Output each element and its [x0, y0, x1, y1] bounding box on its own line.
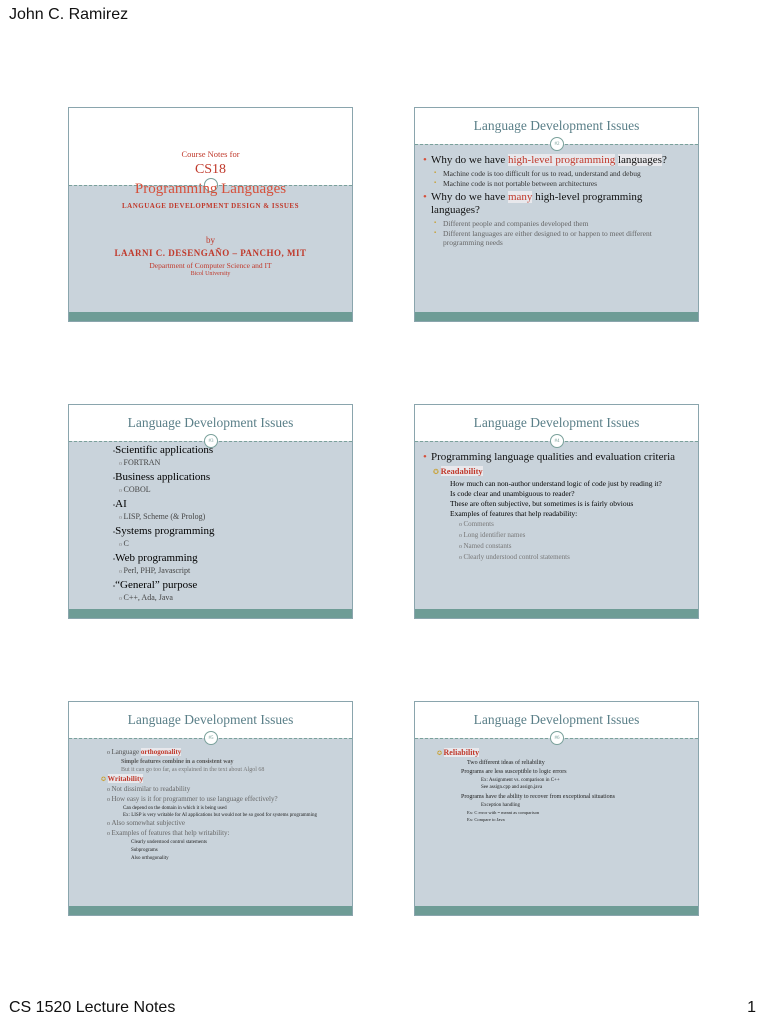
- readability-example: o Named constants: [459, 542, 512, 550]
- app-domain: ▫Business applications: [113, 471, 211, 483]
- readability-item: These are often subjective, but sometimes is is fairly obvious: [450, 499, 634, 508]
- writability-example: Clearly understood control statements: [131, 840, 207, 845]
- q1-item: ▪ Machine code is too difficult for us to read, understand and debug: [423, 169, 690, 178]
- slide-title: Language Development Issues: [127, 415, 294, 430]
- app-language: o COBOL: [119, 485, 151, 494]
- app-language: o C: [119, 539, 129, 548]
- readability-item: Is code clear and unambiguous to reader?: [450, 489, 575, 498]
- writability-item: o Not dissimilar to readability: [107, 785, 191, 793]
- slide-5: [68, 701, 353, 916]
- reliability-item: Programs are less susceptible to logic errors: [461, 769, 567, 775]
- app-domain: ▫Scientific applications: [113, 444, 214, 456]
- question-2: • Why do we have many high-level programming languages?: [423, 191, 690, 217]
- course-title: Programming Languages: [134, 181, 287, 197]
- app-domain: ▫Systems programming: [113, 525, 215, 537]
- slide-number: #2: [550, 137, 564, 151]
- slide-6: [414, 701, 699, 916]
- slide-3: [68, 404, 353, 619]
- reliability-sub: Ex: C error with = meant as comparison: [467, 810, 540, 815]
- app-language: o C++, Ada, Java: [119, 593, 173, 602]
- page-header-author: John C. Ramirez: [9, 6, 129, 23]
- app-language: o LISP, Scheme (& Prolog): [119, 512, 206, 521]
- question-1: • Why do we have high-level programming languages?: [423, 154, 690, 167]
- page-footer-course: CS 1520 Lecture Notes: [9, 999, 176, 1016]
- reliability-sub: Exception handling: [481, 803, 521, 808]
- orthogonality-item: Simple features combine in a consistent way: [121, 759, 234, 765]
- writability-heading: ✪ Writability: [101, 774, 144, 783]
- author-name: LAARNI C. DESENGAÑO – PANCHO, MIT: [114, 248, 307, 258]
- app-language: o FORTRAN: [119, 458, 161, 467]
- writability-sub: Ex: LISP is very writable for AI applications but would not be so good for systems programming: [123, 813, 317, 818]
- slide-number: #3: [204, 434, 218, 448]
- readability-item: Examples of features that help readability:: [450, 509, 578, 518]
- slide-bottom-bar: [415, 906, 698, 915]
- evaluation-criteria: • Programming language qualities and evaluation criteria: [423, 451, 690, 464]
- slide-title: Language Development Issues: [473, 415, 640, 430]
- slide-bottom-bar: [415, 312, 698, 321]
- slide-bottom-bar: [69, 906, 352, 915]
- reliability-sub: Ex: Compare to Java: [467, 817, 505, 822]
- writability-item: o How easy is it for programmer to use language effectively?: [107, 795, 278, 803]
- writability-example: Subprograms: [131, 848, 158, 853]
- slide-bottom-bar: [69, 609, 352, 618]
- page-number: 1: [747, 999, 756, 1016]
- reliability-sub: Ex: Assignment vs. comparison in C++: [481, 778, 560, 783]
- reliability-sub: See assign.cpp and assign.java: [481, 785, 543, 790]
- writability-example: Also orthogonality: [131, 856, 169, 861]
- slide-1: [68, 107, 353, 322]
- by-label: by: [206, 235, 215, 245]
- q2-item: ▪ Different people and companies developed them: [423, 219, 690, 228]
- course-notes-label: Course Notes for: [181, 149, 240, 159]
- writability-sub: Can depend on the domain in which it is being used: [123, 806, 227, 811]
- app-domain: ▫“General” purpose: [113, 579, 198, 591]
- slide-title: Language Development Issues: [473, 118, 640, 133]
- app-domain: ▫AI: [113, 498, 127, 510]
- writability-item: o Examples of features that help writability:: [107, 829, 230, 837]
- course-subtitle: LANGUAGE DEVELOPMENT DESIGN & ISSUES: [122, 202, 299, 210]
- slide-4: [414, 404, 699, 619]
- slide-bottom-bar: [415, 609, 698, 618]
- readability-example: o Comments: [459, 520, 494, 528]
- reliability-item: Programs have the ability to recover from exceptional situations: [461, 794, 615, 800]
- orthogonality-line: o Language orthogonality: [107, 748, 182, 756]
- course-code: CS18: [194, 162, 227, 177]
- slide-title: Language Development Issues: [473, 712, 640, 727]
- orthogonality-item: But it can go too far, as explained in the text about Algol 68: [121, 767, 265, 773]
- reliability-heading: ✪ Reliability: [437, 748, 480, 757]
- writability-item: o Also somewhat subjective: [107, 819, 185, 827]
- q2-item: ▪ Different languages are either designed to or happen to meet different programming needs: [423, 229, 690, 247]
- readability-example: o Long identifier names: [459, 531, 526, 539]
- app-language: o Perl, PHP, Javascript: [119, 566, 191, 575]
- university: Bicol University: [190, 271, 231, 277]
- slide-number: #4: [550, 434, 564, 448]
- readability-example: o Clearly understood control statements: [459, 553, 570, 561]
- readability-item: How much can non-author understand logic of code just by reading it?: [450, 479, 662, 488]
- slide-title: Language Development Issues: [127, 712, 294, 727]
- reliability-item: Two different ideas of reliability: [467, 760, 545, 766]
- slide-bottom-bar: [69, 312, 352, 321]
- app-domain: ▫Web programming: [113, 552, 198, 564]
- readability-heading: ✪ Readability: [433, 466, 483, 476]
- department: Department of Computer Science and IT: [149, 261, 272, 270]
- slide-2: [414, 107, 699, 322]
- q1-item: ▪ Machine code is not portable between architectures: [423, 179, 690, 188]
- slide-number: #5: [204, 731, 218, 745]
- slide-number: #6: [550, 731, 564, 745]
